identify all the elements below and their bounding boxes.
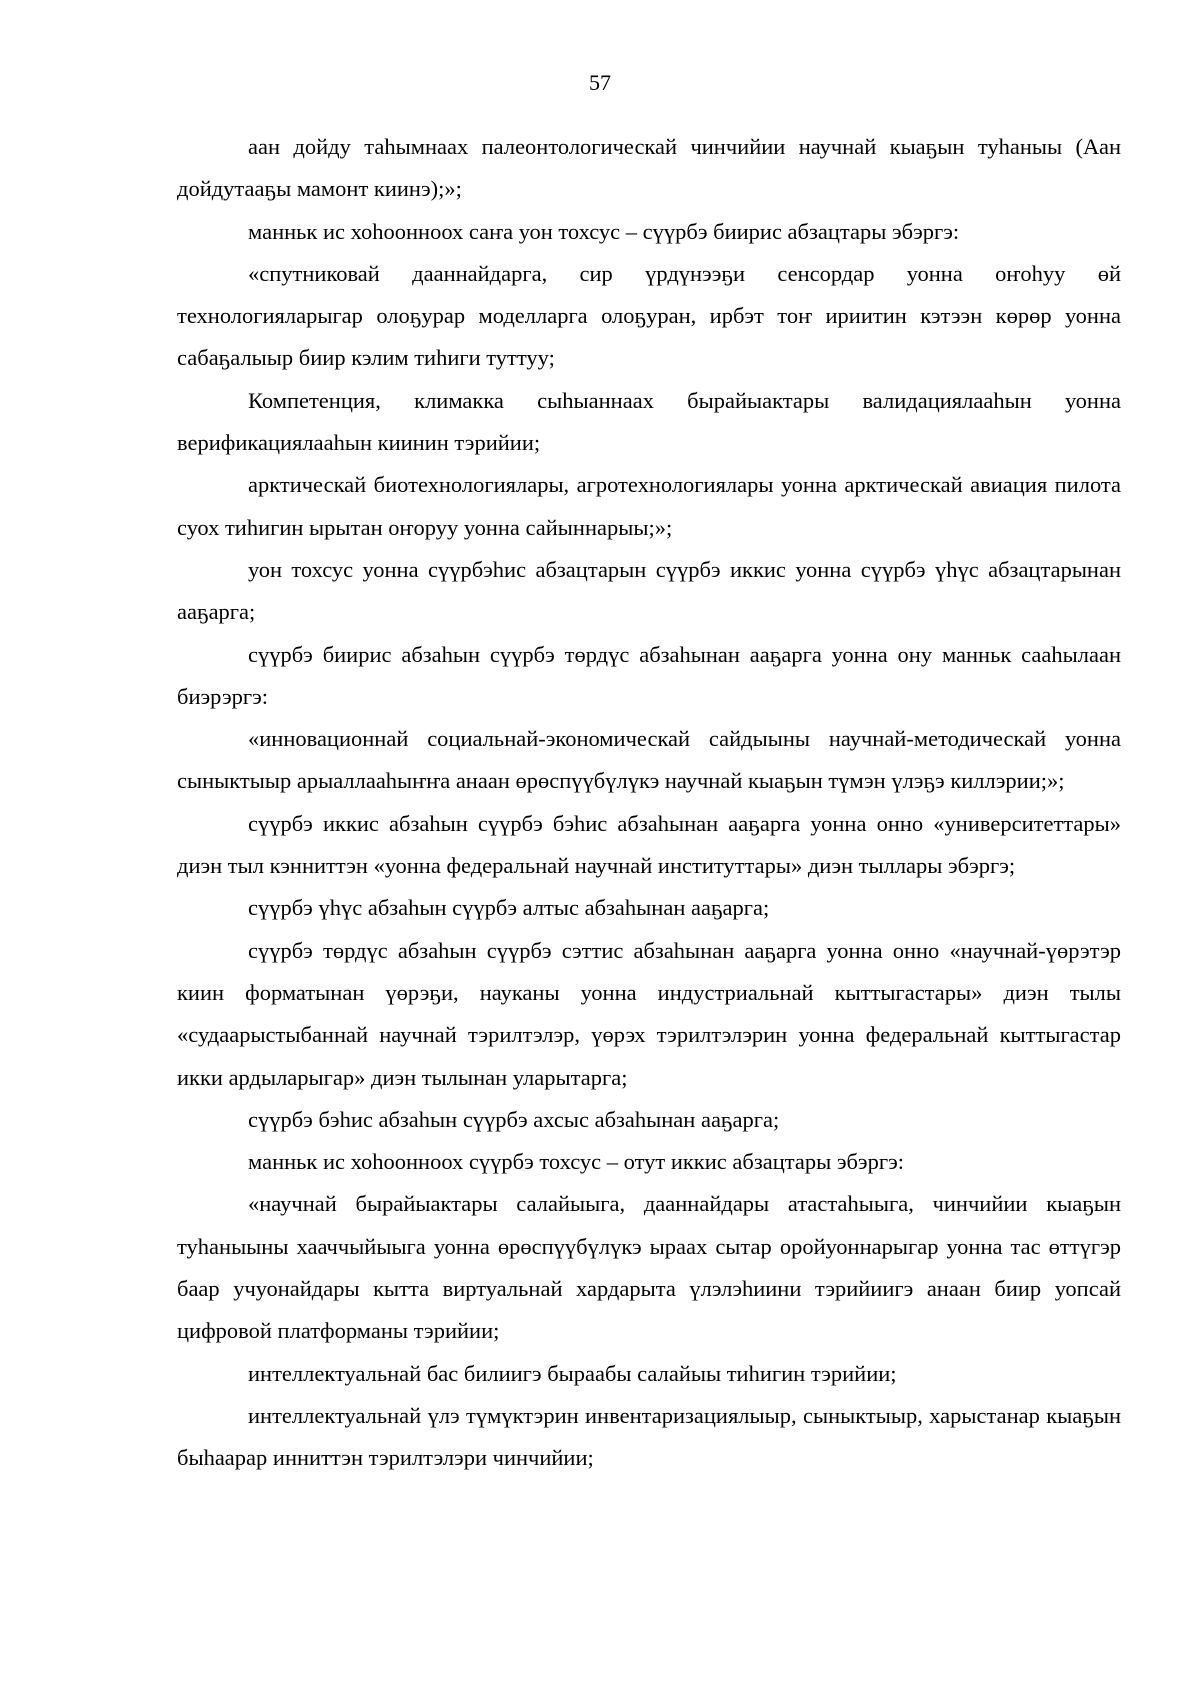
paragraph: манньк ис хоһоонноох саҥа уон тохсус – сүүрбэ биирис абзацтары эбэргэ: [248,218,960,244]
page-number: 57 [589,70,611,95]
paragraph: Компетенция, климакка сыһыаннаах бырайыактары валидациялааһын уонна верификациялааһын киинин тэрийии; [177,387,1121,456]
paragraph: сүүрбэ бэһис абзаһын сүүрбэ ахсыс абзаһынан ааҕарга; [248,1106,780,1132]
paragraph: «инновационнай социальнай-экономическай сайдыыны научнай-методическай уонна сыныктыыр арыаллааһыҥҥа анаан өрөспүүбүлүкэ научнай кыаҕын түмэн үлэҕэ киллэрии;»; [177,726,1121,794]
paragraph: интеллектуальнай үлэ түмүктэрин инвентаризациялыыр, сыныктыыр, харыстанар кыаҕын быһаарар инниттэн тэрилтэлэри чинчийии; [177,1402,1121,1471]
paragraph: «спутниковай дааннайдарга, сир үрдүнээҕи сенсордар уонна оҥоһуу өй технологияларыгар олоҕурар моделларга олоҕуран, ирбэт тоҥ ириитин кэтээн көрөр уонна сабаҕалыыр биир кэлим тиһиги туттуу; [177,260,1121,371]
document-body [177,126,1121,1480]
paragraph: «научнай бырайыактары салайыыга, дааннайдары атастаһыыга, чинчийии кыаҕын туһаныыны хааччыйыыга уонна өрөспүүбүлүкэ ыраах сытар оройуоннарыгар уонна тас өттүгэр баар учуонайдары кытта виртуальнай хардарыта үлэлэһиини тэрийиигэ анаан биир уопсай цифровой платформаны тэрийии; [177,1191,1121,1344]
paragraph: интеллектуальнай бас билиигэ быраабы салайыы тиһигин тэрийии; [248,1360,897,1386]
paragraph: уон тохсус уонна сүүрбэһис абзацтарын сүүрбэ иккис уонна сүүрбэ үһүс абзацтарынан ааҕарга; [177,556,1121,625]
paragraph: арктическай биотехнологиялары, агротехнологиялары уонна арктическай авиация пилота суох тиһигин ырытан оҥоруу уонна сайыннарыы;»; [177,472,1121,540]
paragraph: манньк ис хоһоонноох сүүрбэ тохсус – отут иккис абзацтары эбэргэ: [248,1149,904,1175]
paragraph: аан дойду таһымнаах палеонтологическай чинчийии научнай кыаҕын туһаныы (Аан дойдутааҕы мамонт киинэ);»; [177,134,1121,202]
paragraph: сүүрбэ иккис абзаһын сүүрбэ бэһис абзаһынан ааҕарга уонна онно «университеттары» диэн тыл кэнниттэн «уонна федеральнай научнай институттары» диэн тыллары эбэргэ; [177,810,1121,879]
paragraph: сүүрбэ биирис абзаһын сүүрбэ төрдүс абзаһынан ааҕарга уонна ону манньк сааһылаан биэрэргэ: [177,641,1121,709]
paragraph: сүүрбэ төрдүс абзаһын сүүрбэ сэттис абзаһынан ааҕарга уонна онно «научнай-үөрэтэр киин форматынан үөрэҕи, науканы уонна индустриальнай кыттыгастары» диэн тылы «судаарыстыбаннай научнай тэрилтэлэр, үөрэх тэрилтэлэрин уонна федеральнай кыттыгастар икки ардыларыгар» диэн тылынан уларытарга; [177,937,1121,1090]
paragraph: сүүрбэ үһүс абзаһын сүүрбэ алтыс абзаһынан ааҕарга; [248,895,770,921]
